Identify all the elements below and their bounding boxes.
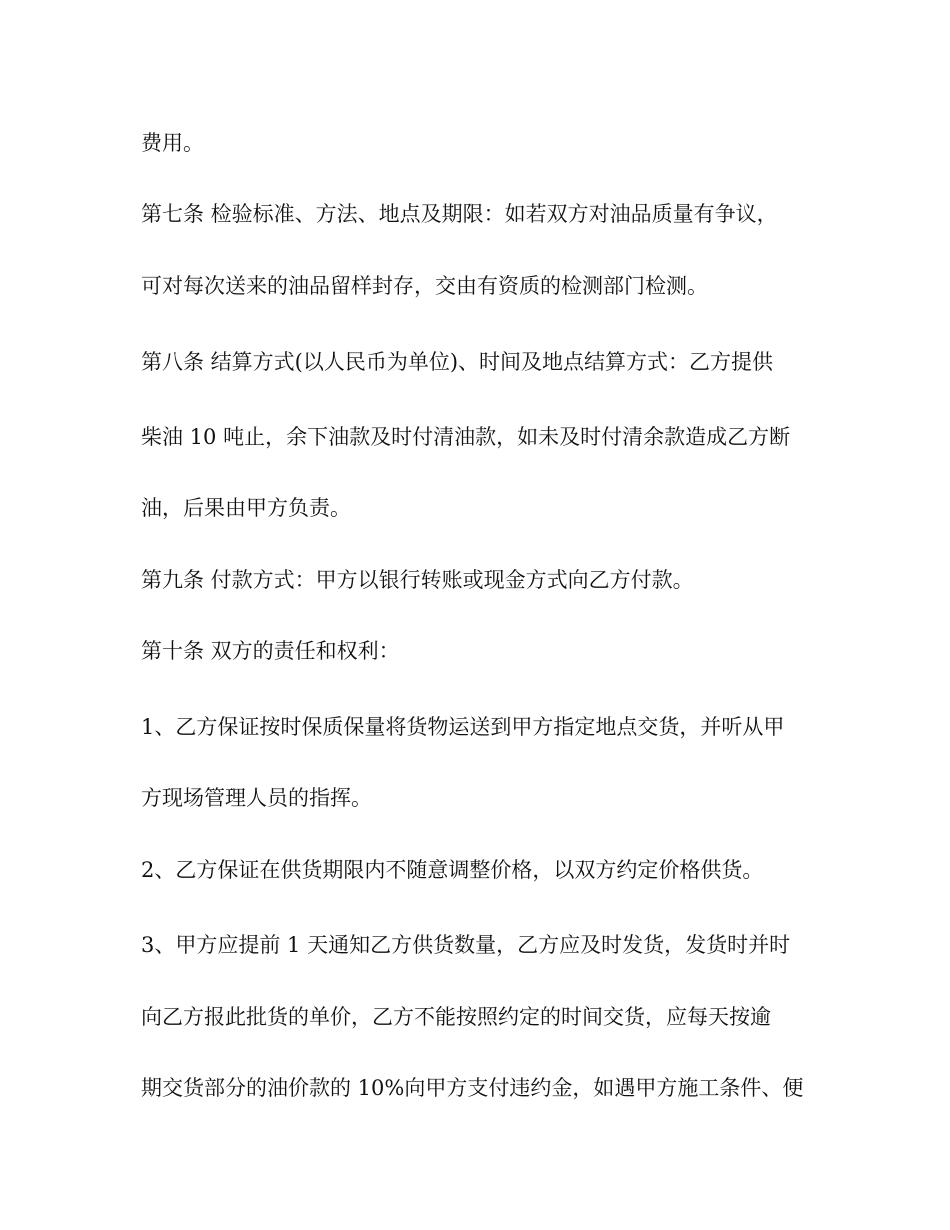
text-line: 费用。 bbox=[141, 131, 204, 155]
text-line: 可对每次送来的油品留样封存，交由有资质的检测部门检测。 bbox=[141, 274, 708, 298]
text-line: 1、乙方保证按时保质保量将货物运送到甲方指定地点交货，并听从甲 bbox=[141, 715, 785, 739]
text-line: 期交货部分的油价款的 10%向甲方支付违约金，如遇甲方施工条件、便 bbox=[141, 1076, 804, 1100]
text-line: 方现场管理人员的指挥。 bbox=[141, 786, 372, 810]
text-line: 第八条 结算方式(以人民币为单位)、时间及地点结算方式：乙方提供 bbox=[141, 350, 774, 374]
text-line: 向乙方报此批货的单价，乙方不能按照约定的时间交货，应每天按逾 bbox=[141, 1005, 771, 1029]
text-line: 第十条 双方的责任和权利： bbox=[141, 639, 400, 663]
text-line: 油，后果由甲方负责。 bbox=[141, 496, 351, 520]
text-line: 柴油 10 吨止，余下油款及时付清油款，如未及时付清余款造成乙方断 bbox=[141, 425, 791, 449]
text-line: 3、甲方应提前 1 天通知乙方供货数量，乙方应及时发货，发货时并时 bbox=[141, 933, 791, 957]
text-line: 第九条 付款方式：甲方以银行转账或现金方式向乙方付款。 bbox=[141, 568, 694, 592]
text-line: 2、乙方保证在供货期限内不随意调整价格，以双方约定价格供货。 bbox=[141, 858, 764, 882]
text-line: 第七条 检验标准、方法、地点及期限：如若双方对油品质量有争议， bbox=[141, 202, 778, 226]
